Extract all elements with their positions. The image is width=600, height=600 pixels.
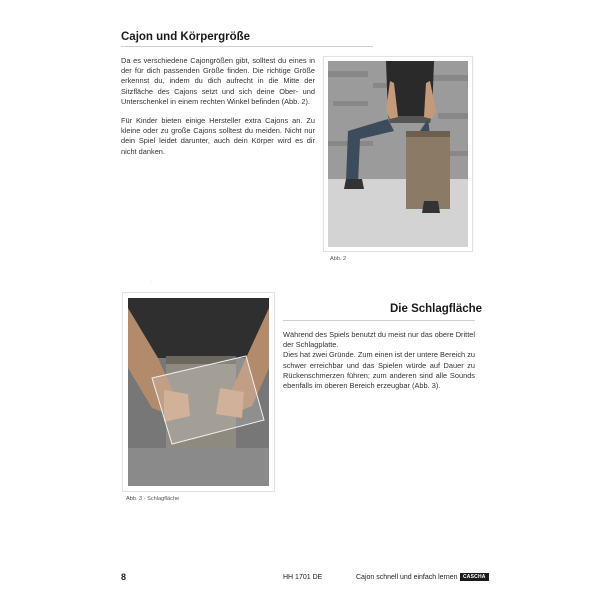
page-number: 8 — [121, 572, 127, 582]
figure-abb-3 — [122, 292, 275, 492]
caption-abb-3: Abb. 3 - Schlagfläche — [126, 496, 180, 502]
section-title-cajon-size: Cajon und Körpergröße — [121, 31, 251, 43]
footer-book-title: Cajon schnell und einfach lernen — [356, 574, 458, 581]
caption-abb-2: Abb. 2 — [330, 256, 347, 262]
photo-hands-on-cajon — [128, 298, 269, 486]
decorative-dot: · — [151, 279, 153, 284]
section1-text — [121, 56, 315, 157]
section-title-schlagflaeche: Die Schlagfläche — [390, 303, 483, 315]
publisher-logo: CASCHA — [460, 573, 489, 581]
section2-text — [283, 330, 475, 391]
section2-title-underline — [283, 320, 475, 321]
footer-code: HH 1701 DE — [283, 574, 323, 581]
section1-paragraph-2: Für Kinder bieten einige Hersteller extra Cajons an. Zu kleine oder zu große Cajons solltest du meiden. Nicht nur dein Spiel leidet darunter, auch dein Körper wird es dir nicht danken. — [121, 116, 315, 156]
figure-abb-2 — [323, 56, 473, 252]
section-title-underline — [121, 46, 373, 47]
section1-paragraph-1: Da es verschiedene Cajongrößen gibt, solltest du eines in der für dich passenden Größe finden. Die richtige Größe erkennst du, indem du dich aufrecht in die Mitte der Sitzfläche des Cajons setzt und sich deine Ober- und Unterschenkel in einem rechten Winkel befinden (Abb. 2). — [121, 56, 315, 106]
photo-person-seated-on-cajon — [328, 61, 468, 247]
section2-paragraph-2: Dies hat zwei Gründe. Zum einen ist der untere Bereich zu schwer erreichbar und das Spielen würde auf Dauer zu Rückenschmerzen führen; zum anderen sind alle Sounds ebenfalls im oberen Bereich erzeugbar (Abb. 3). — [283, 350, 475, 391]
section2-paragraph-1: Während des Spiels benutzt du meist nur das obere Drittel der Schlagplatte. — [283, 330, 475, 350]
